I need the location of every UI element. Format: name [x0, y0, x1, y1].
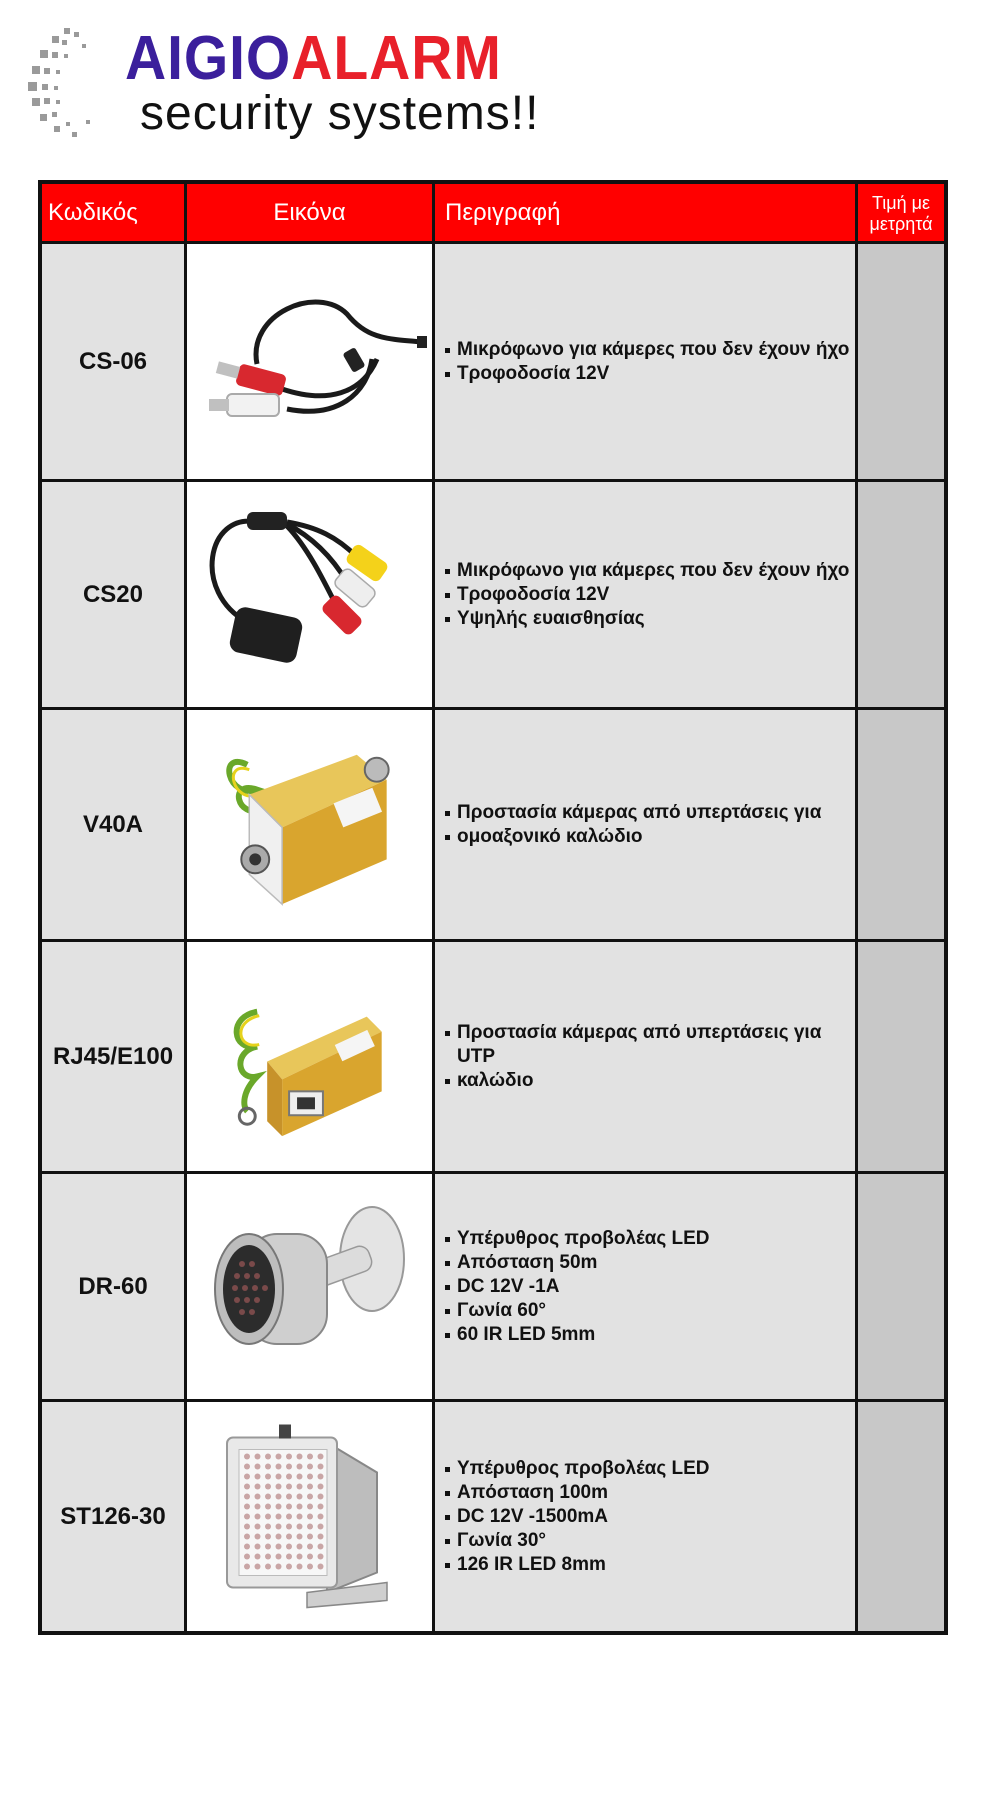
led-dot [244, 1474, 250, 1480]
feature-item: Γωνία 60° [445, 1299, 709, 1323]
led-dot [255, 1564, 261, 1570]
led-dot [297, 1494, 303, 1500]
led-dot [286, 1524, 292, 1530]
led-dot [244, 1564, 250, 1570]
led-dot [276, 1484, 282, 1490]
led-dot [244, 1534, 250, 1540]
led-dot [255, 1494, 261, 1500]
led-dot [286, 1474, 292, 1480]
header-price-line2: μετρητά [869, 213, 933, 234]
table-row [42, 1402, 944, 1631]
product-price [858, 710, 944, 942]
led-dot [265, 1554, 271, 1560]
led-dot [255, 1454, 261, 1460]
led-dot [244, 1514, 250, 1520]
ir-illuminator-square-icon [187, 1402, 432, 1631]
led-dot [297, 1474, 303, 1480]
led-dot [318, 1484, 324, 1490]
led-dot [286, 1554, 292, 1560]
led-dot [276, 1524, 282, 1530]
led-dot [265, 1494, 271, 1500]
product-code: CS20 [42, 482, 187, 710]
led-dot [318, 1514, 324, 1520]
led-dot [286, 1484, 292, 1490]
led-dot [286, 1494, 292, 1500]
led-dot [276, 1514, 282, 1520]
table-row [42, 482, 944, 710]
led-dot [318, 1464, 324, 1470]
feature-item: DC 12V -1500mA [445, 1505, 709, 1529]
table-header-row [42, 184, 944, 244]
led-dot [255, 1544, 261, 1550]
feature-item: ομοαξονικό καλώδιο [445, 825, 821, 849]
product-image [187, 1402, 435, 1631]
led-dot [276, 1544, 282, 1550]
led-dot [255, 1554, 261, 1560]
led-dot [286, 1504, 292, 1510]
product-description [435, 942, 858, 1174]
led-dot [318, 1454, 324, 1460]
product-image [187, 710, 435, 942]
feature-item: Μικρόφωνο για κάμερες που δεν έχουν ήχο [445, 338, 849, 362]
led-dot [297, 1534, 303, 1540]
led-dot [286, 1454, 292, 1460]
company-logo [22, 22, 582, 147]
led-dot [318, 1524, 324, 1530]
feature-item: Απόσταση 100m [445, 1481, 709, 1505]
led-dot [276, 1454, 282, 1460]
led-dot [297, 1454, 303, 1460]
led-dot [318, 1534, 324, 1540]
led-dot [265, 1464, 271, 1470]
led-dot [318, 1564, 324, 1570]
logo-dots-icon [22, 22, 112, 142]
table-row [42, 1174, 944, 1402]
product-code: ST126-30 [42, 1402, 187, 1631]
product-price [858, 942, 944, 1174]
led-dot [297, 1564, 303, 1570]
led-dot [255, 1514, 261, 1520]
led-dot [244, 1484, 250, 1490]
product-image [187, 942, 435, 1174]
led-dot [297, 1554, 303, 1560]
led-dot [255, 1484, 261, 1490]
product-code: V40A [42, 710, 187, 942]
product-price-table [38, 180, 948, 1635]
header-description: Περιγραφή [435, 184, 858, 244]
product-description [435, 244, 858, 482]
logo-tagline: security systems!! [140, 87, 540, 140]
led-dot [297, 1544, 303, 1550]
feature-item: Υψηλής ευαισθησίας [445, 607, 849, 631]
led-dot [244, 1524, 250, 1530]
led-dot [255, 1504, 261, 1510]
led-dot [265, 1524, 271, 1530]
feature-item: Υπέρυθρος προβολέας LED [445, 1227, 709, 1251]
led-dot [307, 1514, 313, 1520]
led-dot [318, 1504, 324, 1510]
product-code: CS-06 [42, 244, 187, 482]
header-image: Εικόνα [187, 184, 435, 244]
led-dot [318, 1494, 324, 1500]
feature-item: Υπέρυθρος προβολέας LED [445, 1457, 709, 1481]
led-dot [255, 1474, 261, 1480]
product-price [858, 1174, 944, 1402]
led-dot [255, 1534, 261, 1540]
table-row [42, 244, 944, 482]
led-dot [265, 1514, 271, 1520]
led-dot [286, 1564, 292, 1570]
led-dot [318, 1474, 324, 1480]
led-dot [307, 1524, 313, 1530]
feature-item: Απόσταση 50m [445, 1251, 709, 1275]
feature-item: DC 12V -1A [445, 1275, 709, 1299]
led-dot [286, 1534, 292, 1540]
feature-item: 60 IR LED 5mm [445, 1323, 709, 1347]
header-code: Κωδικός [42, 184, 187, 244]
led-dot [297, 1464, 303, 1470]
led-dot [286, 1514, 292, 1520]
product-image [187, 1174, 435, 1402]
product-description [435, 710, 858, 942]
ir-illuminator-round-icon [187, 1174, 432, 1399]
led-dot [276, 1534, 282, 1540]
led-dot [286, 1464, 292, 1470]
led-dot [276, 1554, 282, 1560]
led-dot [276, 1474, 282, 1480]
surge-protector-bnc-icon [187, 710, 432, 939]
product-price [858, 1402, 944, 1631]
led-dot [318, 1544, 324, 1550]
feature-item: Γωνία 30° [445, 1529, 709, 1553]
table-row [42, 710, 944, 942]
led-dot [244, 1554, 250, 1560]
led-dot [244, 1494, 250, 1500]
product-description [435, 482, 858, 710]
led-dot [307, 1464, 313, 1470]
led-dot [307, 1504, 313, 1510]
led-dot [307, 1484, 313, 1490]
product-image [187, 244, 435, 482]
header-price-line1: Τιμή με [871, 192, 931, 213]
product-code: DR-60 [42, 1174, 187, 1402]
led-dot [297, 1514, 303, 1520]
feature-item: Τροφοδοσία 12V [445, 362, 849, 386]
logo-brand-text: AIGIOALARM [125, 24, 502, 93]
led-dot [276, 1464, 282, 1470]
product-price [858, 244, 944, 482]
led-dot [286, 1544, 292, 1550]
led-dot [244, 1504, 250, 1510]
product-code: RJ45/E100 [42, 942, 187, 1174]
led-dot [265, 1564, 271, 1570]
feature-item: Τροφοδοσία 12V [445, 583, 849, 607]
header-price [858, 184, 944, 244]
led-dot [307, 1534, 313, 1540]
led-dot [265, 1544, 271, 1550]
led-dot [297, 1484, 303, 1490]
led-dot [255, 1524, 261, 1530]
led-dot [276, 1494, 282, 1500]
led-dot [244, 1464, 250, 1470]
led-dot [307, 1554, 313, 1560]
microphone-box-icon [187, 482, 432, 707]
led-dot [244, 1454, 250, 1460]
led-dot [244, 1544, 250, 1550]
product-image [187, 482, 435, 710]
table-row [42, 942, 944, 1174]
led-dot [297, 1524, 303, 1530]
led-dot [265, 1484, 271, 1490]
led-dot [297, 1504, 303, 1510]
led-dot [276, 1564, 282, 1570]
led-dot [276, 1504, 282, 1510]
led-dot [307, 1544, 313, 1550]
feature-item: 126 IR LED 8mm [445, 1553, 709, 1577]
feature-item: Μικρόφωνο για κάμερες που δεν έχουν ήχο [445, 559, 849, 583]
product-description [435, 1402, 858, 1631]
product-description [435, 1174, 858, 1402]
led-dot [265, 1534, 271, 1540]
feature-item: Προστασία κάμερας από υπερτάσεις για UTP [445, 1021, 855, 1069]
microphone-cable-icon [187, 244, 432, 479]
led-dot [307, 1454, 313, 1460]
surge-protector-rj45-icon [187, 942, 432, 1171]
led-dot [265, 1454, 271, 1460]
led-dot [318, 1554, 324, 1560]
led-dot [265, 1504, 271, 1510]
product-price [858, 482, 944, 710]
led-dot [265, 1474, 271, 1480]
led-dot [307, 1474, 313, 1480]
led-dot [255, 1464, 261, 1470]
feature-item: καλώδιο [445, 1069, 855, 1093]
feature-item: Προστασία κάμερας από υπερτάσεις για [445, 801, 821, 825]
led-dot [307, 1564, 313, 1570]
led-dot [307, 1494, 313, 1500]
